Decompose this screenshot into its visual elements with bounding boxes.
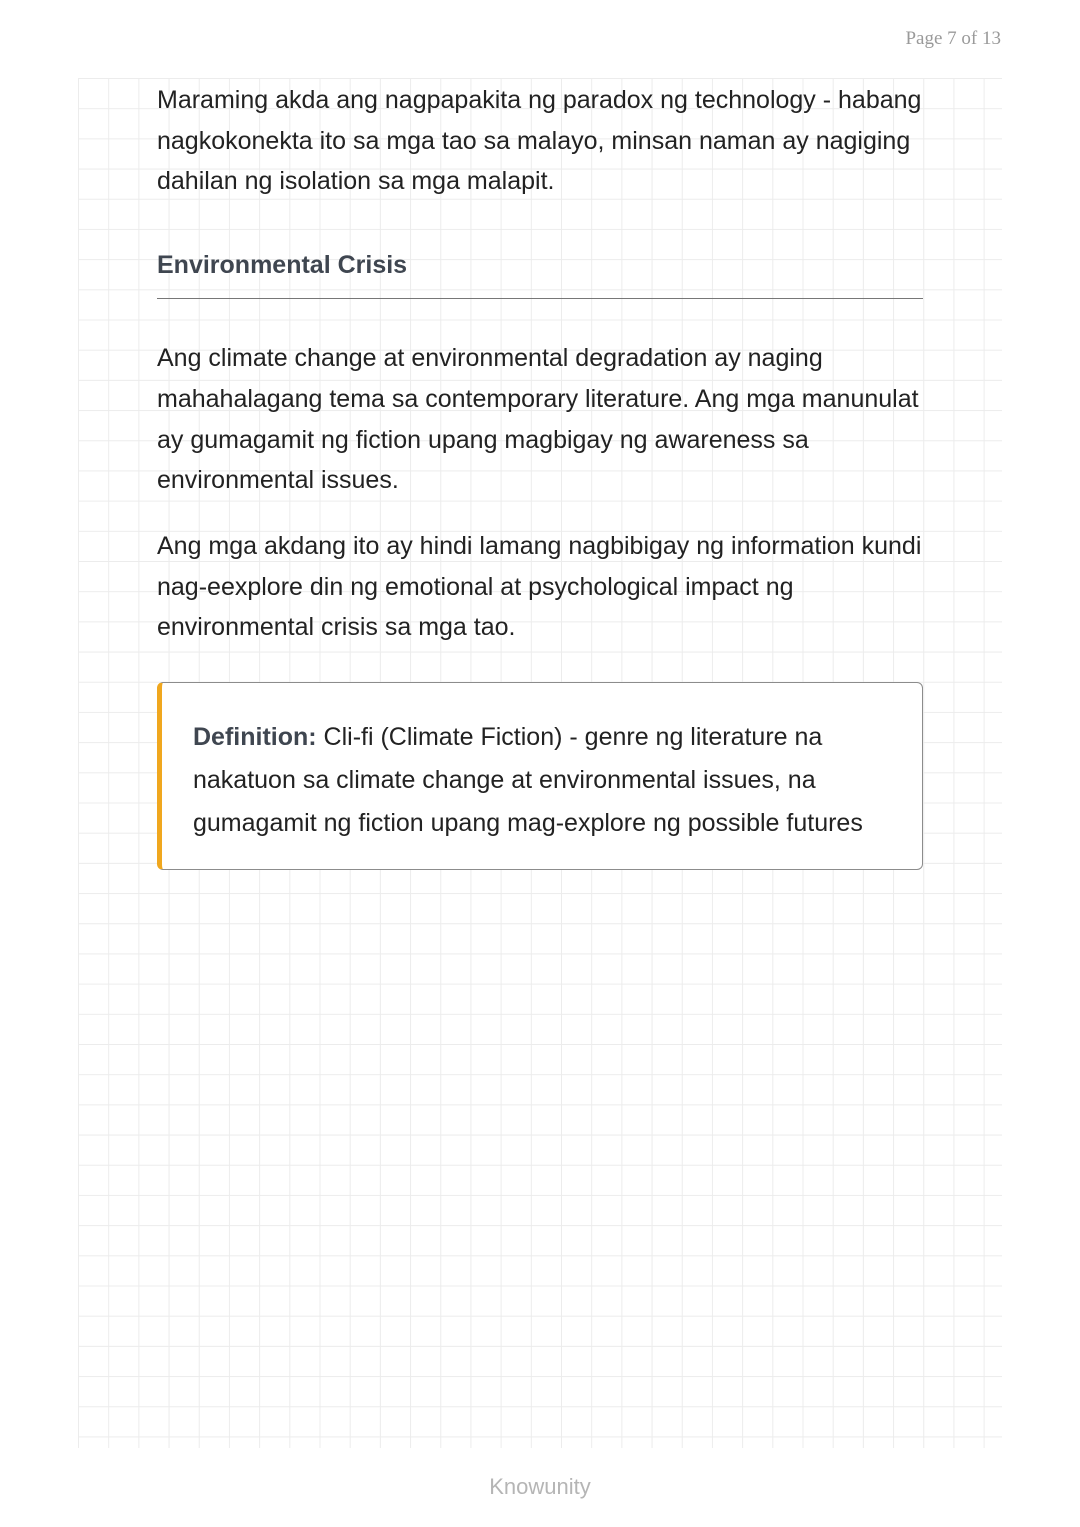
page-number: Page 7 of 13	[905, 28, 1001, 49]
heading-divider	[157, 298, 923, 299]
paragraph-climate-change: Ang climate change at environmental degradation ay naging mahahalagang tema sa contemporary literature. Ang mga manunulat ay gumagamit ng fiction upang magbigay ng awareness sa environmental issues.	[157, 344, 919, 495]
document-content	[157, 80, 923, 648]
definition-label: Definition:	[193, 723, 317, 751]
definition-body: Cli-fi (Climate Fiction) - genre ng literature na nakatuon sa climate change at environmental issues, na gumagamit ng fiction upang mag-explore ng possible futures	[193, 723, 863, 838]
definition-text-block	[193, 716, 893, 846]
footer-brand: Knowunity	[489, 1474, 591, 1499]
paragraph-akda-impact: Ang mga akdang ito ay hindi lamang nagbibigay ng information kundi nag-eexplore din ng emotional at psychological impact ng environmental crisis sa mga tao.	[157, 531, 922, 642]
definition-callout	[157, 682, 923, 870]
section-heading: Environmental Crisis	[157, 251, 408, 280]
intro-paragraph: Maraming akda ang nagpapakita ng paradox ng technology - habang nagkokonekta ito sa mga tao sa malayo, minsan naman ay nagiging dahilan ng isolation sa mga malapit.	[157, 86, 922, 196]
